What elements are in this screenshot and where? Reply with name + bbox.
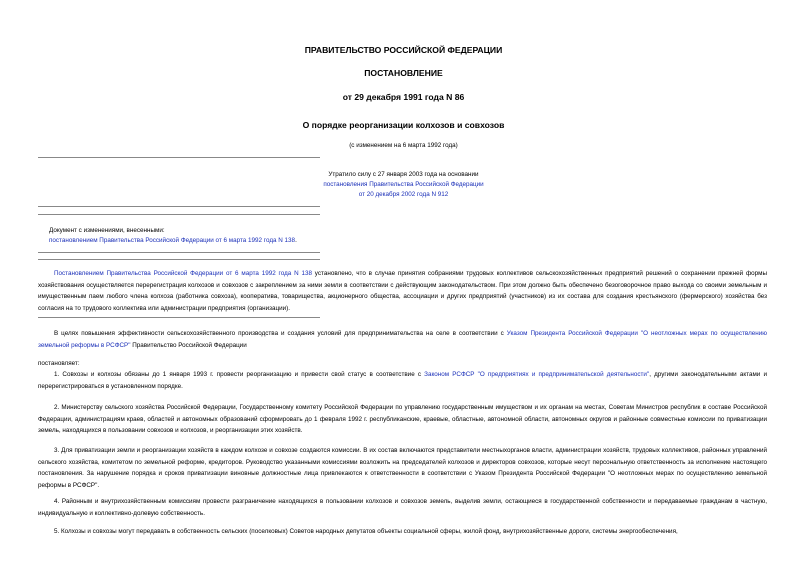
item-1 bbox=[38, 369, 767, 392]
divider bbox=[38, 252, 320, 253]
amended-by-label: Документ с изменениями, внесенными: bbox=[49, 227, 165, 234]
expiry-line: Утратило силу с 27 января 2003 года на основании bbox=[328, 171, 479, 178]
document-date-number: от 29 декабря 1991 года N 86 bbox=[342, 92, 465, 102]
divider bbox=[38, 157, 320, 158]
divider bbox=[38, 259, 320, 260]
item-4: 4. Районным и внутрихозяйственным комиссиям провести разграничение находящихся в пользовании колхозов и совхозов земель, выделив земли, остающиеся в государственной собственности и передаваемые гражданам в частную, индивидуальную и коллективно-долевую собственность. bbox=[38, 498, 767, 517]
divider bbox=[38, 317, 320, 318]
item-1-text-end: , другими законодательными актами и перерегистрироваться в установленном порядке. bbox=[38, 371, 767, 390]
amended-by-line bbox=[49, 237, 297, 244]
document-type: ПОСТАНОВЛЕНИЕ bbox=[364, 68, 443, 78]
decrees-word: постановляет: bbox=[38, 360, 80, 367]
preamble-paragraph bbox=[38, 328, 767, 351]
amendment-note: (с изменением на 6 марта 1992 года) bbox=[349, 142, 458, 149]
amended-by-link[interactable]: постановлением Правительства Российской Федерации от 6 марта 1992 года N 138 bbox=[49, 237, 296, 244]
preamble-text-end: Правительство Российской Федерации bbox=[130, 341, 247, 349]
presidential-decree-link[interactable]: Указом Президента Российской Федерации "О неотложных мерах по осуществлению земельной реформы в РСФСР" bbox=[38, 330, 768, 349]
expiry-link-date[interactable]: от 20 декабря 2002 года N 912 bbox=[358, 191, 449, 198]
document-title: О порядке реорганизации колхозов и совхозов bbox=[302, 120, 505, 130]
preamble-text-start: В целях повышения эффективности сельскохозяйственного производства и создания условий для предпринимательства на селе в соответствии с bbox=[54, 330, 507, 337]
item-5: 5. Колхозы и совхозы могут передавать в собственность сельских (поселковых) Советов народных депутатов объекты социальной сферы, жилой фонд, внутрихозяйственные дороги, системы энергообеспечения, bbox=[54, 528, 678, 535]
divider bbox=[38, 214, 320, 215]
intro-link[interactable]: Постановлением Правительства Российской Федерации от 6 марта 1992 года N 138 bbox=[54, 270, 312, 277]
expiry-link[interactable]: постановления Правительства Российской Федерации bbox=[323, 181, 484, 188]
enterprise-law-link[interactable]: Законом РСФСР "О предприятиях и предпринимательской деятельности" bbox=[424, 371, 650, 378]
intro-text: установлено, что в случае принятия собраниями трудовых коллективов сельскохозяйственных предприятий решений о сохранении прежней формы хозяйствования осуществляется перерегистрация колхозов и совхозов с закреплением за ними земли в соответствии с действующим законодательством. При этом должно быть обеспечено безоговорочное право выхода со своими земельным и имущественным паем любого члена колхоза (работника совхоза), кооператива, товарищества, акционерного общества, ассоциации и других предприятий (участников) из их состава для создания крестьянского (фермерского) хозяйства без согласия на то трудового коллектива или администрации предприятия (организации). bbox=[38, 270, 767, 312]
divider bbox=[38, 206, 320, 207]
government-heading: ПРАВИТЕЛЬСТВО РОССИЙСКОЙ ФЕДЕРАЦИИ bbox=[304, 45, 503, 55]
item-1-text-start: 1. Совхозы и колхозы обязаны до 1 января 1993 г. провести реорганизацию и привести свой статус в соответствие с bbox=[54, 371, 425, 378]
item-2: 2. Министерству сельского хозяйства Российской Федерации, Государственному комитету Российской Федерации по управлению государственным имуществом и их органам на местах, Советам Министров республик в составе Российской Федерации, администрациям краев, областей и автономных образований сформировать до 1 февраля 1992 г. республиканские, краевые, областные, автономной области, автономных округов и районные совместные комиссии по приватизации земель, находящихся в пользовании совхозов и колхозов, и реорганизации этих хозяйств. bbox=[38, 404, 767, 434]
amended-by-end: . bbox=[295, 237, 297, 244]
item-3: 3. Для приватизации земли и реорганизации хозяйств в каждом колхозе и совхозе создаются комиссии. В их состав включаются представители местныхорганов власти, администрации хозяйств, трудовых коллективов, районных управлений сельского хозяйства, комитетом по земельной реформе, кредиторов. Руководство указанными комиссиями возложить на председателей колхозов и директоров совхозов, которые несут персональную ответственность за исполнение настоящего постановления. За нарушение порядка и сроков приватизации виновные должностные лица привлекаются к ответственности в соответствии с Указом Президента Российской Федерации "О неотложных мерах по осуществлению земельной реформы в РСФСР". bbox=[38, 447, 767, 489]
intro-paragraph bbox=[38, 268, 767, 314]
